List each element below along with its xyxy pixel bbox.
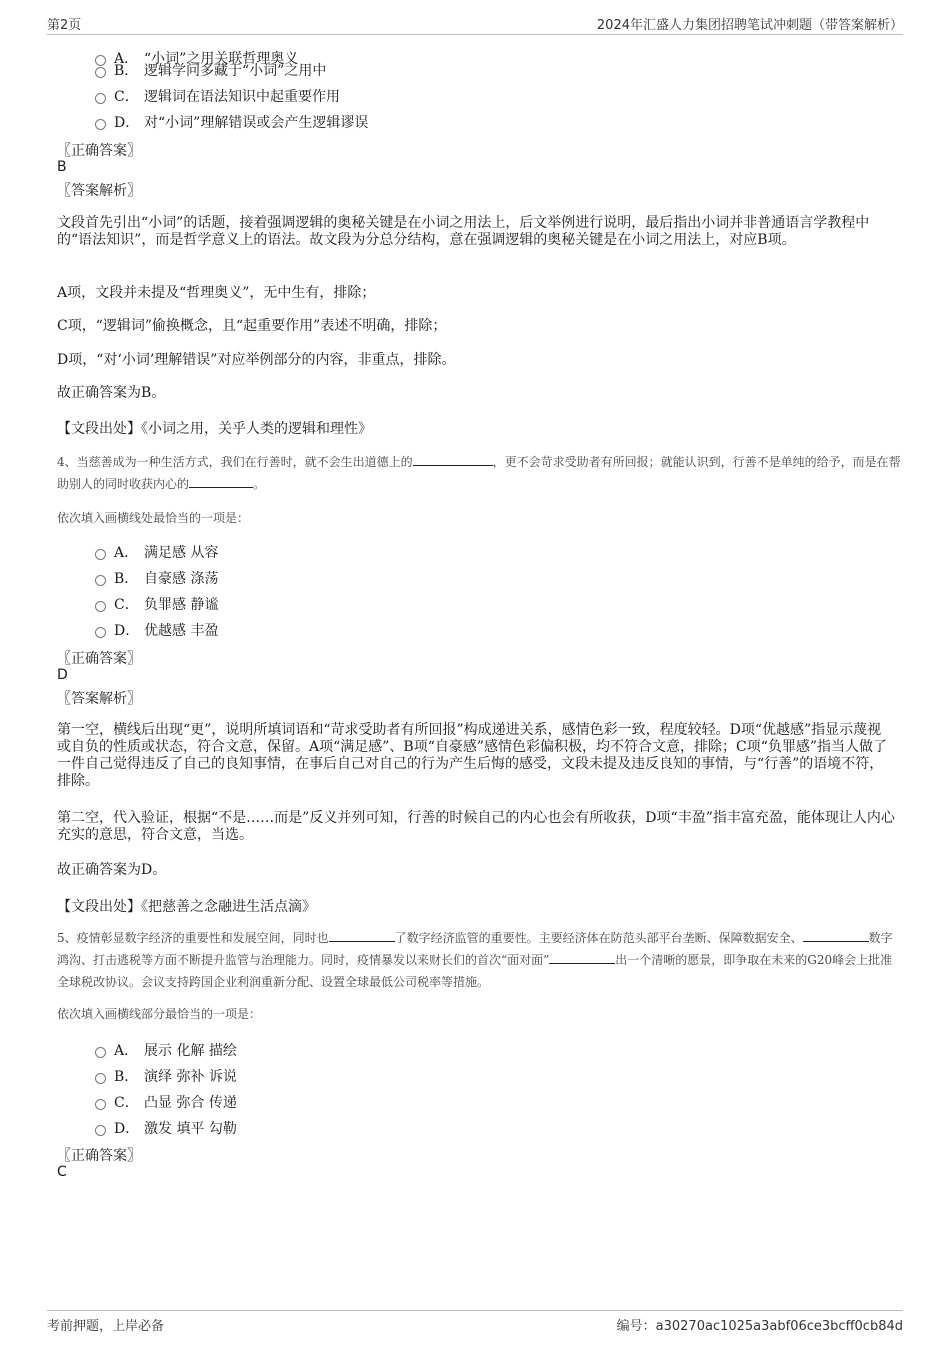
q3-option-c[interactable]: C． 逻辑词在语法知识中起重要作用 <box>95 86 340 106</box>
q5-option-b[interactable]: B． 演绎 弥补 诉说 <box>95 1066 237 1086</box>
q4-analysis-p2: 第二空，代入验证，根据“不是……而是”反义并列可知，行善的时候自己的内心也会有所收获，D项“丰盈”指丰富充盈，能体现让人内心充实的意思，符合文意，当选。 <box>57 810 895 843</box>
q4-option-a[interactable]: A． 满足感 从容 <box>95 542 218 562</box>
q3-option-a[interactable]: A． “小词”之用关联哲理奥义 <box>95 48 298 68</box>
q3-source: 【文段出处】《小词之用，关乎人类的逻辑和理性》 <box>57 421 372 437</box>
q5-option-a[interactable]: A． 展示 化解 描绘 <box>95 1040 237 1060</box>
radio-icon[interactable] <box>95 549 106 560</box>
page-header <box>47 14 903 35</box>
analysis-label: 〖答案解析〗 <box>57 183 141 199</box>
q3-analysis-p1: 文段首先引出“小词”的话题，接着强调逻辑的奥秘关键是在小词之用法上，后文举例进行说明，最后指出小词并非普通语言学教程中的“语法知识”，而是哲学意义上的语法。故文段为分总分结构，意在强调逻辑的奥秘关键是在小词之用法上，对应B项。 <box>57 215 870 248</box>
blank <box>549 951 615 964</box>
radio-icon[interactable] <box>95 627 106 638</box>
analysis-label: 〖答案解析〗 <box>57 691 141 707</box>
radio-icon[interactable] <box>95 601 106 612</box>
q4-source: 【文段出处】《把慈善之念融进生活点滴》 <box>57 899 316 915</box>
radio-icon[interactable] <box>95 1099 106 1110</box>
blank <box>189 475 253 488</box>
radio-icon[interactable] <box>95 93 106 104</box>
q3-answer: B <box>57 159 67 175</box>
q5-instruction: 依次填入画横线部分最恰当的一项是： <box>57 1007 262 1021</box>
q4-option-d[interactable]: D． 优越感 丰盈 <box>95 620 218 640</box>
footer-serial: 编号：a30270ac1025a3abf06ce3bcff0cb84d <box>616 1319 903 1334</box>
q4-option-b[interactable]: B． 自豪感 涤荡 <box>95 568 218 588</box>
q3-analysis-p5: 故正确答案为B。 <box>57 385 166 401</box>
answer-label: 〖正确答案〗 <box>57 651 141 667</box>
q5-answer: C <box>57 1164 67 1180</box>
radio-icon[interactable] <box>95 1125 106 1136</box>
radio-icon[interactable] <box>95 1047 106 1058</box>
q5-option-d[interactable]: D． 激发 填平 勾勒 <box>95 1118 237 1138</box>
q4-instruction: 依次填入画横线处最恰当的一项是： <box>57 511 250 525</box>
q5-option-c[interactable]: C． 凸显 弥合 传递 <box>95 1092 237 1112</box>
q3-analysis-p3: C项，“逻辑词”偷换概念，且“起重要作用”表述不明确，排除； <box>57 318 447 334</box>
q3-analysis-p2: A项，文段并未提及“哲理奥义”，无中生有，排除； <box>57 285 376 301</box>
q4-analysis-p1: 第一空，横线后出现“更”，说明所填词语和“苛求受助者有所回报”构成递进关系，感情色彩一致，程度较轻。D项“优越感”指显示蔑视或自负的性质或状态，符合文意，保留。A项“满足感”、B项“自豪感”感情色彩偏积极，均不符合文意，排除；C项“负罪感”指当人做了一件自己觉得违反了自己的良知事情，在事后自己对自己的行为产生后悔的感受，文段未提及违反良知的事情，与“行善”的语境不符，排除。 <box>57 722 888 789</box>
q3-option-b[interactable]: B． 逻辑学问多藏于“小词”之用中 <box>95 60 326 80</box>
answer-label: 〖正确答案〗 <box>57 143 141 159</box>
radio-icon[interactable] <box>95 67 106 78</box>
radio-icon[interactable] <box>95 1073 106 1084</box>
blank <box>413 453 493 466</box>
answer-label: 〖正确答案〗 <box>57 1148 141 1164</box>
q4-analysis-p3: 故正确答案为D。 <box>57 862 167 878</box>
footer-slogan: 考前押题，上岸必备 <box>47 1319 165 1334</box>
q4-option-c[interactable]: C． 负罪感 静谧 <box>95 594 218 614</box>
page-number: 第2页 <box>47 18 82 33</box>
q3-analysis-p4: D项，“对‘小词’理解错误”对应举例部分的内容，非重点，排除。 <box>57 352 456 368</box>
q4-stem: 4、当慈善成为一种生活方式，我们在行善时，就不会生出道德上的 ，更不会苛求受助者有所回报；就能认识到，行善不是单纯的给予，而是在帮助别人的同时收获内心的 。 <box>57 455 901 491</box>
document-title: 2024年汇盛人力集团招聘笔试冲刺题（带答案解析） <box>596 18 903 33</box>
page-footer <box>47 1310 903 1333</box>
q4-answer: D <box>57 667 68 683</box>
q5-stem: 5、疫情彰显数字经济的重要性和发展空间，同时也 了数字经济监管的重要性。主要经济体在防范头部平台垄断、保障数据安全、 数字鸿沟、打击逃税等方面不断提升监管与治理能力。同时，疫情暴发以来财长们的首次“面对面” 出一个清晰的愿景，即争取在未来的G20峰会上批准全球税改协议。会议支持跨国企业利润重新分配、设置全球最低公司税率等措施。 <box>57 931 893 989</box>
radio-icon[interactable] <box>95 575 106 586</box>
radio-icon[interactable] <box>95 119 106 130</box>
q3-option-d[interactable]: D． 对“小词”理解错误或会产生逻辑谬误 <box>95 112 368 132</box>
blank <box>329 929 395 942</box>
blank <box>803 929 869 942</box>
